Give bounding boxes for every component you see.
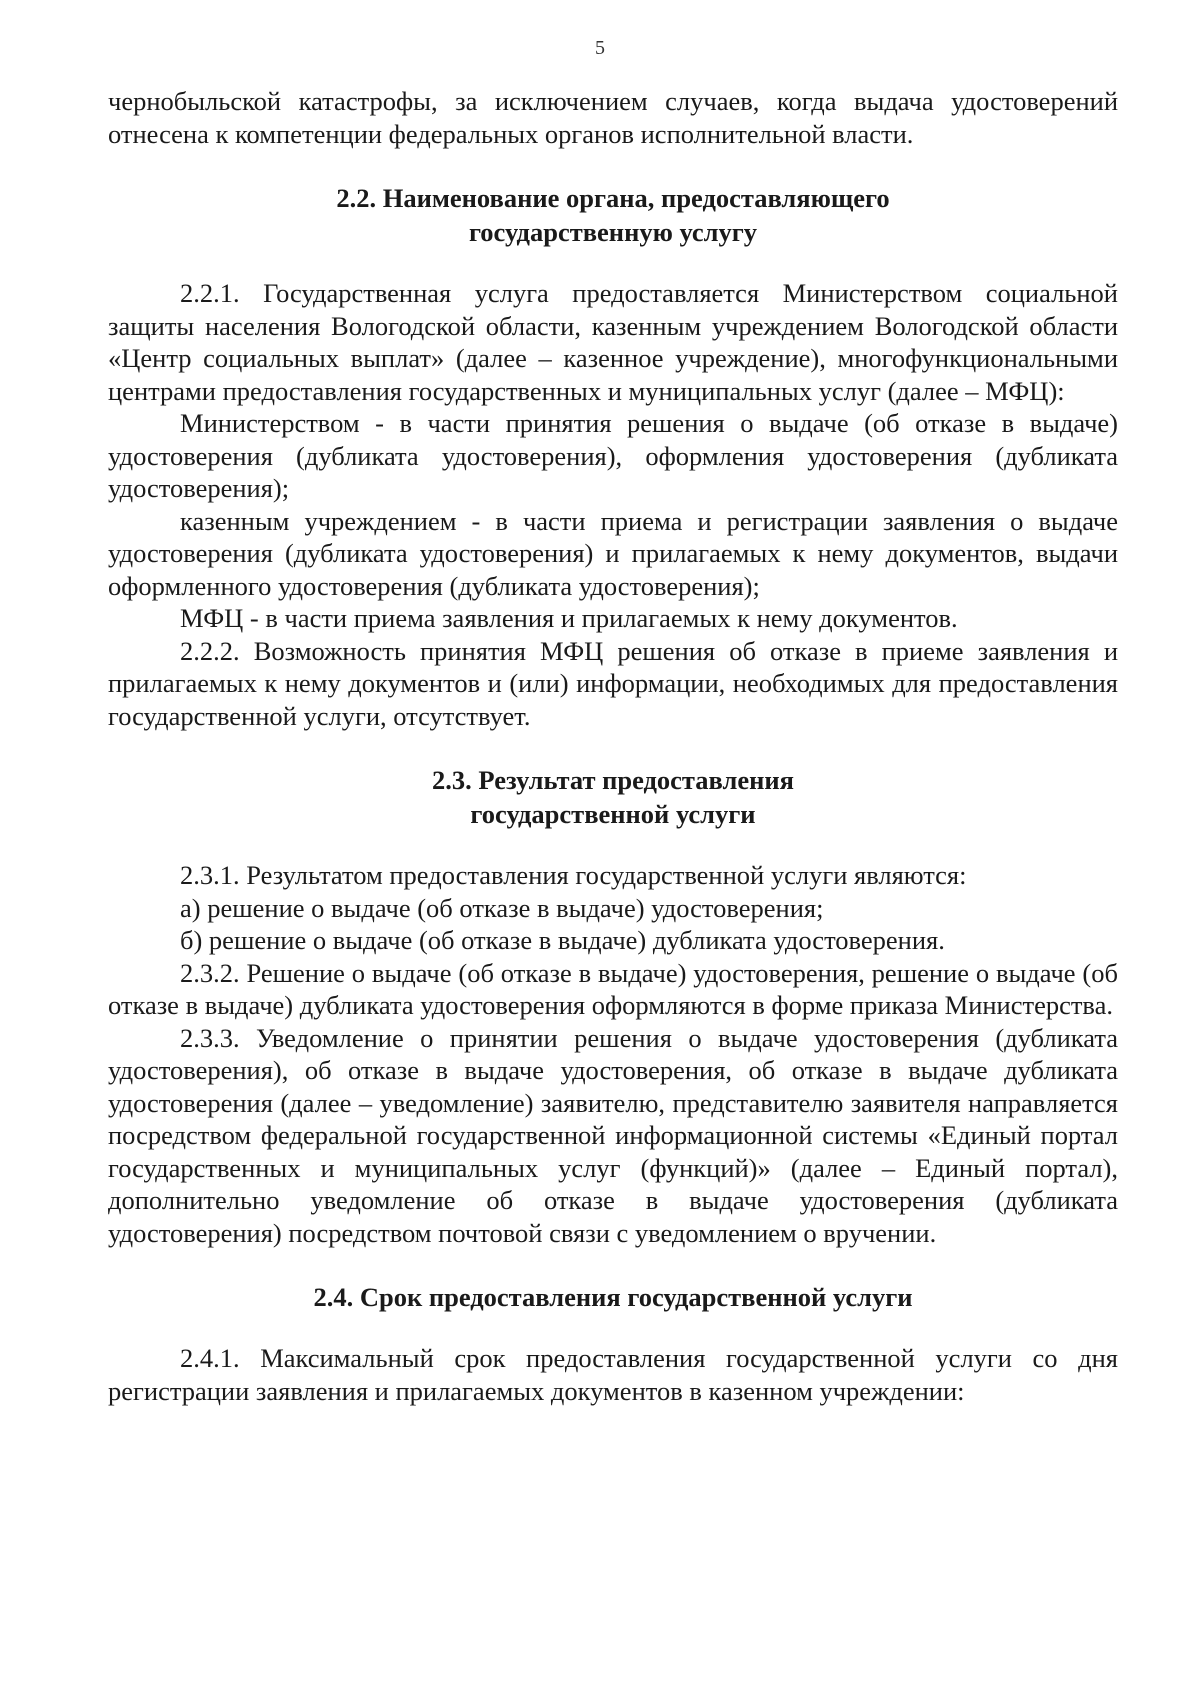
intro-paragraph: чернобыльской катастрофы, за исключением случаев, когда выдача удостоверений отнесена к компетенции федеральных органов исполнительной власти.: [108, 86, 1118, 149]
section-heading-line: государственную услугу: [468, 217, 758, 247]
paragraph-ministry-role: Министерством - в части принятия решения о выдаче (об отказе в выдаче) удостоверения (дубликата удостоверения), оформления удостоверения (дубликата удостоверения);: [108, 408, 1118, 503]
paragraph-2-2-1: 2.2.1. Государственная услуга предоставляется Министерством социальной защиты населения Вологодской области, казенным учреждением Вологодской области «Центр социальных выплат» (далее – казенное учреждение), многофункциональными центрами предоставления государственных и муниципальных услуг (далее – МФЦ):: [108, 278, 1118, 406]
list-item-a: а) решение о выдаче (об отказе в выдаче) удостоверения;: [180, 892, 824, 923]
section-heading-line: государственной услуги: [470, 799, 756, 829]
paragraph-2-4-1: 2.4.1. Максимальный срок предоставления государственной услуги со дня регистрации заявления и прилагаемых документов в казенном учреждении:: [108, 1343, 1118, 1406]
section-heading-line: 2.2. Наименование органа, предоставляющего: [336, 183, 890, 213]
paragraph-2-2-2: 2.2.2. Возможность принятия МФЦ решения об отказе в приеме заявления и прилагаемых к нему документов и (или) информации, необходимых для предоставления государственной услуги, отсутствует.: [108, 635, 1118, 731]
paragraph-2-3-2: 2.3.2. Решение о выдаче (об отказе в выдаче) удостоверения, решение о выдаче (об отказе в выдаче) дубликата удостоверения оформляются в форме приказа Министерства.: [108, 957, 1118, 1020]
paragraph-2-3-1: 2.3.1. Результатом предоставления государственной услуги являются:: [180, 860, 967, 890]
document-body: [108, 85, 1118, 1407]
page-number: 5: [595, 37, 605, 59]
section-heading-2-3: [108, 763, 1118, 831]
paragraph-mfc-role: МФЦ - в части приема заявления и прилагаемых к нему документов.: [180, 603, 958, 633]
section-heading-line: 2.3. Результат предоставления: [432, 765, 794, 795]
paragraph-institution-role: казенным учреждением - в части приема и регистрации заявления о выдаче удостоверения (дубликата удостоверения) и прилагаемых к нему документов, выдачи оформленного удостоверения (дубликата удостоверения);: [108, 505, 1118, 601]
paragraph-2-3-3: 2.3.3. Уведомление о принятии решения о выдаче удостоверения (дубликата удостоверения), об отказе в выдаче удостоверения, об отказе в выдаче дубликата удостоверения (далее – уведомление) заявителю, представителю заявителя направляется посредством федеральной государственной информационной системы «Единый портал государственных и муниципальных услуг (функций)» (далее – Единый портал), дополнительно уведомление об отказе в выдаче удостоверения (дубликата удостоверения) посредством почтовой связи с уведомлением о вручении.: [108, 1022, 1118, 1248]
section-heading-2-4: [108, 1280, 1118, 1314]
section-heading-2-2: [108, 181, 1118, 249]
list-item-b: б) решение о выдаче (об отказе в выдаче) дубликата удостоверения.: [180, 925, 945, 955]
section-heading-line: 2.4. Срок предоставления государственной услуги: [313, 1282, 913, 1312]
